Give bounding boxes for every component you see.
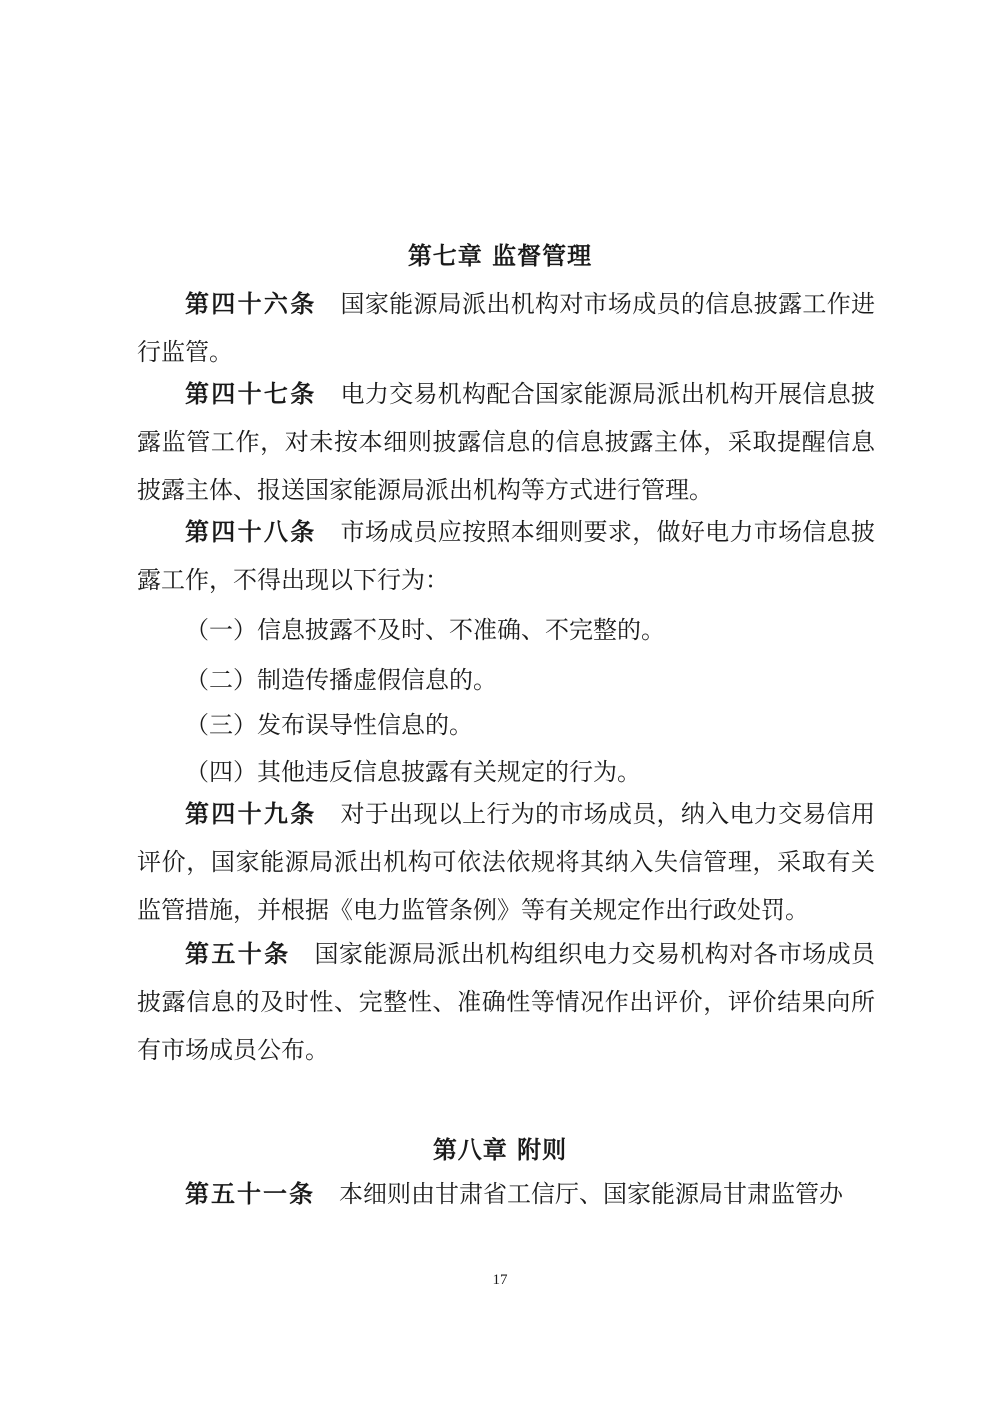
list-item-1: （一）信息披露不及时、不准确、不完整的。 xyxy=(185,616,665,644)
article-47 xyxy=(137,370,875,514)
article-48 xyxy=(137,508,875,604)
article-46-text: 国家能源局派出机构对市场成员的信息披露工作进行监管。 xyxy=(137,290,876,366)
article-50-text: 国家能源局派出机构组织电力交易机构对各市场成员披露信息的及时性、完整性、准确性等情况作出评价，评价结果向所有市场成员公布。 xyxy=(137,940,876,1064)
article-50-label: 第五十条 xyxy=(185,940,291,968)
article-48-text: 市场成员应按照本细则要求，做好电力市场信息披露工作，不得出现以下行为： xyxy=(137,518,876,594)
article-47-text: 电力交易机构配合国家能源局派出机构开展信息披露监管工作，对未按本细则披露信息的信息披露主体，采取提醒信息披露主体、报送国家能源局派出机构等方式进行管理。 xyxy=(137,380,876,504)
article-48-label: 第四十八条 xyxy=(185,518,317,546)
article-51-label: 第五十一条 xyxy=(185,1180,315,1208)
page-number: 17 xyxy=(492,1272,508,1288)
article-49-text: 对于出现以上行为的市场成员，纳入电力交易信用评价，国家能源局派出机构可依法依规将其纳入失信管理，采取有关监管措施，并根据《电力监管条例》等有关规定作出行政处罚。 xyxy=(137,800,876,924)
chapter-7-title: 第七章 监督管理 xyxy=(407,242,593,270)
list-item-4: （四）其他违反信息披露有关规定的行为。 xyxy=(185,758,641,786)
article-47-label: 第四十七条 xyxy=(185,380,317,408)
article-51 xyxy=(137,1170,875,1218)
article-46 xyxy=(137,280,875,376)
article-50 xyxy=(137,930,875,1074)
article-49 xyxy=(137,790,875,934)
article-46-label: 第四十六条 xyxy=(185,290,317,318)
article-49-label: 第四十九条 xyxy=(185,800,317,828)
chapter-8-title: 第八章 附则 xyxy=(432,1136,568,1164)
list-item-2: （二）制造传播虚假信息的。 xyxy=(185,666,497,694)
list-item-3: （三）发布误导性信息的。 xyxy=(185,711,473,739)
article-51-text: 本细则由甘肃省工信厅、国家能源局甘肃监管办 xyxy=(339,1180,843,1208)
